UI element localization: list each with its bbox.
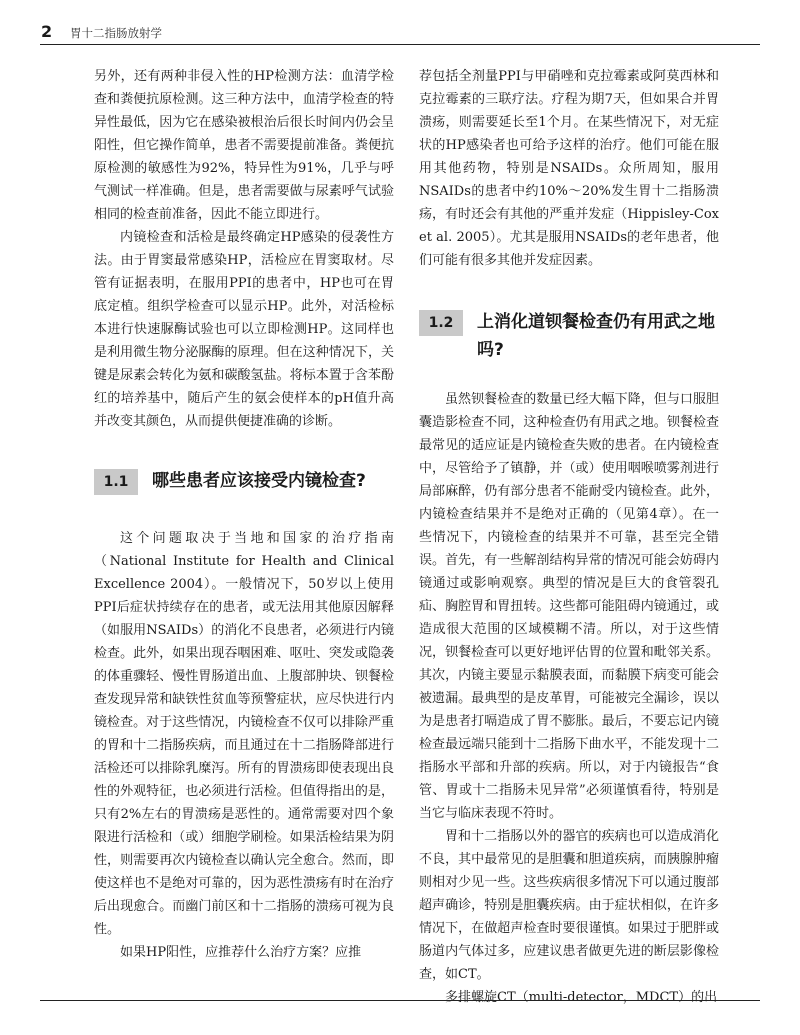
right-column [419,65,719,1009]
paragraph: 这个问题取决于当地和国家的治疗指南（National Institute for Health and Clinical Excellence 2004）。一般情况下，50岁以上使用PPI后症状持续存在的患者，或无法用其他原因解释（如服用NSAIDs）的消化不良患者，必须进行内镜检查。此外，如果出现吞咽困难、呕吐、突发或隐袭的体重骤轻、慢性胃肠道出血、上腹部肿块、钡餐检查发现异常和缺铁性贫血等预警症状，应尽快进行内镜检查。对于这些情况，内镜检查不仅可以排除严重的胃和十二指肠疾病，而且通过在十二指肠降部进行活检还可以排除乳糜泻。所有的胃溃疡即使表现出良性的外观特征，也必须进行活检。但值得指出的是，只有2%左右的胃溃疡是恶性的。通常需要对四个象限进行活检和（或）细胞学刷检。如果活检结果为阴性，则需要再次内镜检查以确认完全愈合。然而，即使这样也不是绝对可靠的，因为恶性溃疡有时在治疗后出现愈合。而幽门前区和十二指肠的溃疡可视为良性。 [94,531,394,937]
running-title: 胃十二指肠放射学 [70,26,162,40]
page-header [40,0,760,47]
footer-rule [40,1000,760,1001]
paragraph: 多排螺旋CT（multi-detector，MDCT）的出 [445,990,718,1005]
section-number: 1.2 [419,310,463,336]
paragraph: 如果HP阳性，应推荐什么治疗方案？应推 [120,945,362,960]
page-number: 2 [41,22,53,41]
paragraph: 荐包括全剂量PPI与甲硝唑和克拉霉素或阿莫西林和克拉霉素的三联疗法。疗程为期7天，但如果合并胃溃疡，则需要延长至1个月。在某些情况下，对无症状的HP感染者也可给予这样的治疗。他们可能在服用其他药物，特别是NSAIDs。众所周知，服用NSAIDs的患者中约10%～20%发生胃十二指肠溃疡，有时还会有其他的严重并发症（Hippisley-Cox et al. 2005）。尤其是服用NSAIDs的老年患者，他们可能有很多其他并发症因素。 [419,69,719,268]
section-title: 上消化道钡餐检查仍有用武之地吗? [477,312,715,360]
paragraph: 虽然钡餐检查的数量已经大幅下降，但与口服胆囊造影检查不同，这种检查仍有用武之地。钡餐检查最常见的适应证是内镜检查失败的患者。在内镜检查中，尽管给予了镇静，并（或）使用咽喉喷雾剂进行局部麻醉，仍有部分患者不能耐受内镜检查。此外，内镜检查结果并不是绝对正确的（见第4章）。在一些情况下，内镜检查的结果并不可靠，甚至完全错误。首先，有一些解剖结构异常的情况可能会妨碍内镜通过或影响观察。典型的情况是巨大的食管裂孔疝、胸腔胃和胃扭转。这些都可能阻碍内镜通过，或造成很大范围的区域模糊不清。所以，对于这些情况，钡餐检查可以更好地评估胃的位置和毗邻关系。其次，内镜主要显示黏膜表面，而黏膜下病变可能会被遗漏。最典型的是皮革胃，可能被完全漏诊，误以为是患者打嗝造成了胃不膨胀。最后，不要忘记内镜检查最远端只能到十二指肠下曲水平，不能发现十二指肠水平部和升部的疾病。所以，对于内镜报告“食管、胃或十二指肠未见异常”必须谨慎看待，特别是当它与临床表现不符时。 [419,392,719,821]
paragraph: 另外，还有两种非侵入性的HP检测方法：血清学检查和粪便抗原检测。这三种方法中，血清学检查的特异性最低，因为它在感染被根治后很长时间内仍会呈阳性，但它操作简单，患者不需要提前准备。粪便抗原检测的敏感性为92%，特异性为91%，几乎与呼气测试一样准确。但是，患者需要做与尿素呼气试验相同的检查前准备，因此不能立即进行。 [94,69,394,222]
paragraph: 内镜检查和活检是最终确定HP感染的侵袭性方法。由于胃窦最常感染HP，活检应在胃窦取材。尽管有证据表明，在服用PPI的患者中，HP也可在胃底定植。组织学检查可以显示HP。此外，对活检标本进行快速脲酶试验也可以立即检测HP。这同样也是利用微生物分泌脲酶的原理。但在这种情况下，关键是尿素会转化为氨和碳酸氢盐。将标本置于含苯酚红的培养基中，随后产生的氨会使样本的pH值升高并改变其颜色，从而提供便捷准确的诊断。 [94,230,394,429]
section-title: 哪些患者应该接受内镜检查? [152,471,366,491]
section-number: 1.1 [94,469,138,495]
section-heading-1-2 [419,308,719,364]
section-heading-1-1 [94,467,394,495]
left-column [94,65,394,964]
paragraph: 胃和十二指肠以外的器官的疾病也可以造成消化不良，其中最常见的是胆囊和胆道疾病，而胰腺肿瘤则相对少见一些。这些疾病很多情况下可以通过腹部超声确诊，特别是胆囊疾病。由于症状相似，在许多情况下，在做超声检查时要很谨慎。如果过于肥胖或肠道内气体过多，应建议患者做更先进的断层影像检查，如CT。 [419,829,719,982]
header-rule [40,44,760,45]
